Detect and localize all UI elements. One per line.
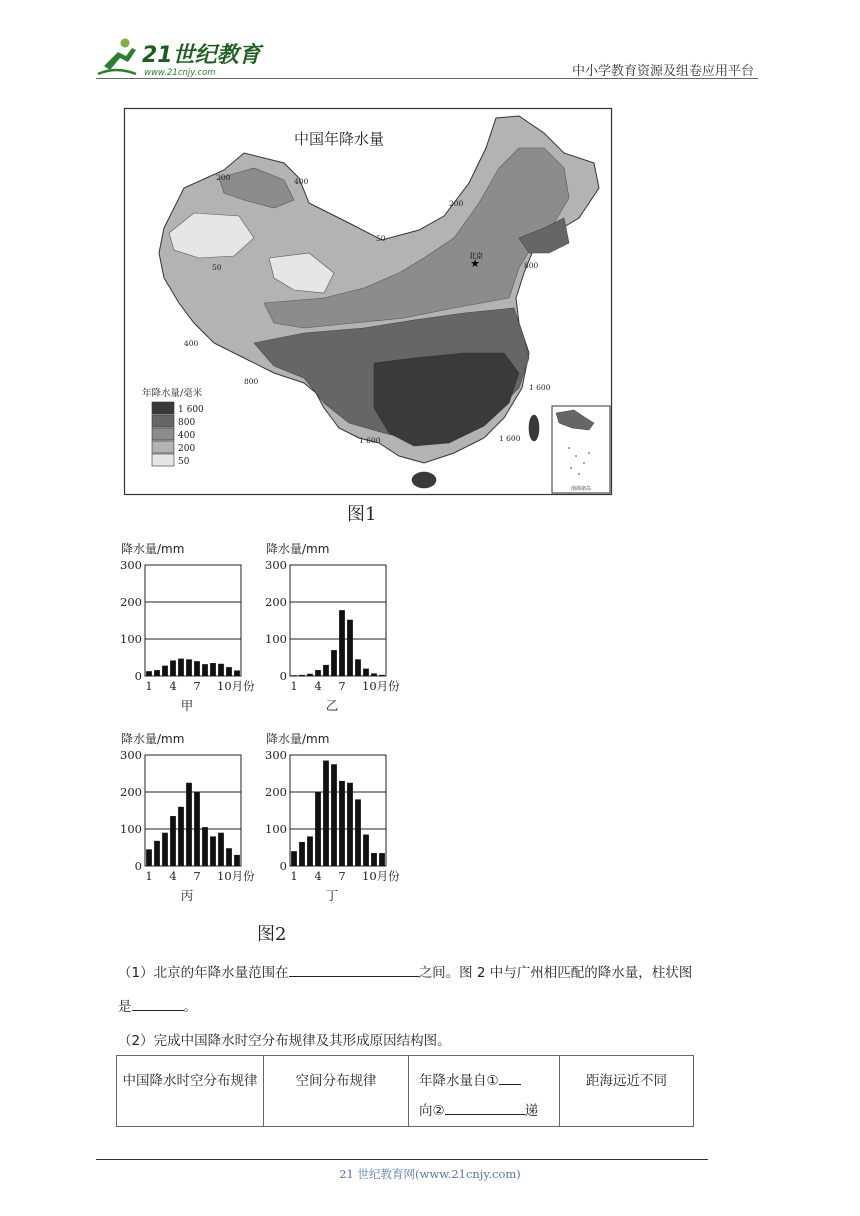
svg-text:★: ★: [470, 257, 480, 270]
chart-bar: [234, 855, 240, 866]
legend-label: 50: [178, 457, 190, 467]
isoline-label: 50: [376, 234, 386, 243]
question-1-text-c: 是: [118, 999, 132, 1015]
legend-title: 年降水量/毫米: [142, 388, 203, 399]
chart-ytick-label: 300: [120, 558, 142, 572]
chart-xtick-label: 4: [169, 679, 177, 693]
china-precipitation-map: [124, 108, 612, 495]
isoline-label: 200: [216, 173, 231, 182]
chart-bar: [170, 660, 176, 676]
chart-ytick-label: 300: [265, 748, 287, 762]
chart-bar: [379, 675, 385, 676]
chart-ytick-label: 0: [279, 859, 287, 873]
chart-bar: [323, 665, 329, 676]
isoline-label: 800: [524, 261, 539, 270]
map-title: 中国年降水量: [293, 130, 385, 148]
chart-xtick-label: 1: [290, 869, 298, 883]
chart-ytick-label: 300: [265, 558, 287, 572]
table-cell-pattern: 中国降水时空分布规律: [117, 1056, 264, 1127]
chart-ytick-label: 100: [265, 822, 287, 836]
chart-bar: [299, 675, 305, 676]
answer-blank-2[interactable]: [445, 1100, 525, 1115]
table-cell-reason: 距海远近不同: [560, 1056, 694, 1127]
header-divider: [96, 78, 758, 79]
legend-swatch: [152, 402, 174, 414]
table-cell-trend: [409, 1056, 560, 1127]
inset-label: 南海诸岛: [570, 486, 592, 492]
chart-bar: [291, 851, 297, 866]
chart-bar: [218, 664, 224, 676]
figure2-caption: 图2: [257, 924, 287, 945]
chart-xtick-label: 7: [193, 679, 201, 693]
chart-ytick-label: 0: [134, 669, 142, 683]
precip-chart-bing: [118, 730, 255, 903]
chart-bar: [202, 664, 208, 676]
isoline-label: 50: [212, 263, 222, 272]
chart-xtick-label: 7: [338, 869, 346, 883]
logo-subtext: www.21cnjy.com: [144, 68, 216, 78]
isoline-label: 400: [184, 339, 199, 348]
chart-bar: [234, 670, 240, 676]
chart-xtick-label: 1: [145, 679, 153, 693]
precip-chart-jia: [118, 540, 255, 713]
legend-label: 400: [178, 431, 196, 441]
isoline-label: 1 600: [359, 436, 381, 445]
chart-bar: [210, 663, 216, 676]
structure-table: [116, 1055, 694, 1127]
chart-ytick-label: 200: [265, 785, 287, 799]
chart-xtick-label: 10月份: [217, 869, 255, 883]
chart-bar: [307, 674, 313, 676]
chart-ytick-label: 200: [120, 595, 142, 609]
chart-bar: [194, 661, 200, 676]
chart-caption: 丁: [325, 888, 339, 903]
answer-blank-guangzhou-chart[interactable]: [132, 996, 184, 1011]
chart-bar: [363, 669, 369, 676]
chart-xtick-label: 4: [314, 869, 322, 883]
chart-frame: [290, 565, 386, 676]
isoline-label: 400: [294, 177, 309, 186]
chart-bar: [170, 816, 176, 866]
chart-bar: [210, 836, 216, 866]
chart-ytick-label: 100: [120, 822, 142, 836]
isoline-label: 1 600: [529, 383, 551, 392]
header-platform-text: 中小学教育资源及组卷应用平台: [571, 64, 754, 79]
table-row: [117, 1056, 694, 1127]
chart-bar: [315, 670, 321, 676]
chart-bar: [291, 675, 297, 676]
chart-caption: 丙: [180, 888, 194, 903]
chart-xtick-label: 4: [169, 869, 177, 883]
chart-xtick-label: 7: [193, 869, 201, 883]
answer-blank-1[interactable]: [499, 1070, 521, 1085]
trend-text-c: 递: [524, 1103, 539, 1119]
chart-bar: [226, 667, 232, 676]
chart-bar: [154, 841, 160, 866]
chart-ytick-label: 100: [265, 632, 287, 646]
chart-bar: [315, 792, 321, 866]
chart-bar: [355, 659, 361, 676]
trend-text-b: 向②: [419, 1103, 445, 1119]
chart-xtick-label: 10月份: [217, 679, 255, 693]
question-2: （2）完成中国降水时空分布规律及其形成原因结构图。: [118, 1033, 451, 1049]
question-1-text-b: 之间。图 2 中与广州相匹配的降水量，柱状图: [418, 965, 693, 981]
chart-bar: [323, 761, 329, 866]
legend-label: 800: [178, 418, 196, 428]
trend-text-a: 年降水量自①: [419, 1073, 499, 1089]
chart-bar: [146, 671, 152, 676]
chart-bar: [339, 781, 345, 866]
chart-ytick-label: 300: [120, 748, 142, 762]
chart-xtick-label: 10月份: [362, 869, 400, 883]
chart-bar: [202, 827, 208, 866]
footer-divider: [96, 1159, 708, 1160]
question-1-line2: [118, 996, 197, 1017]
answer-blank-beijing-range[interactable]: [289, 962, 419, 977]
chart-frame: [145, 565, 241, 676]
chart-bar: [371, 673, 377, 676]
legend-swatch: [152, 428, 174, 440]
chart-bar: [218, 833, 224, 866]
chart-bar: [146, 849, 152, 866]
chart-bar: [371, 853, 377, 866]
chart-ytick-label: 200: [120, 785, 142, 799]
chart-ylabel: 降水量/mm: [121, 732, 185, 746]
isoline-label: 1 600: [499, 434, 521, 443]
chart-bar: [154, 670, 160, 676]
chart-ytick-label: 0: [134, 859, 142, 873]
logo-text: 21世纪教育: [142, 43, 261, 68]
legend-swatch: [152, 454, 174, 466]
chart-bar: [363, 835, 369, 866]
legend-label: 200: [178, 444, 196, 454]
chart-ytick-label: 200: [265, 595, 287, 609]
chart-bar: [226, 848, 232, 866]
chart-xtick-label: 1: [290, 679, 298, 693]
chart-bar: [162, 833, 168, 866]
chart-xtick-label: 10月份: [362, 679, 400, 693]
legend-swatch: [152, 441, 174, 453]
chart-bar: [347, 620, 353, 676]
chart-bar: [355, 799, 361, 866]
footer-text: 21 世纪教育网(www.21cnjy.com): [339, 1167, 521, 1181]
chart-bar: [347, 783, 353, 866]
chart-xtick-label: 1: [145, 869, 153, 883]
isoline-label: 200: [449, 199, 464, 208]
question-1-text-d: 。: [183, 999, 197, 1015]
chart-bar: [194, 792, 200, 866]
chart-xtick-label: 4: [314, 679, 322, 693]
chart-ylabel: 降水量/mm: [266, 732, 330, 746]
legend-label: 1 600: [178, 405, 204, 415]
precip-chart-yi: [263, 540, 400, 713]
south-china-sea-inset: [552, 406, 610, 493]
chart-ytick-label: 0: [279, 669, 287, 683]
chart-bar: [307, 836, 313, 866]
runner-icon: [98, 39, 136, 75]
chart-ylabel: 降水量/mm: [121, 542, 185, 556]
chart-bar: [379, 853, 385, 866]
question-1-line1: [118, 962, 692, 983]
chart-bar: [178, 807, 184, 866]
chart-bar: [162, 666, 168, 676]
chart-bar: [339, 610, 345, 676]
chart-caption: 甲: [180, 698, 194, 713]
precip-chart-ding: [263, 730, 400, 903]
chart-bar: [299, 842, 305, 866]
chart-ylabel: 降水量/mm: [266, 542, 330, 556]
chart-bar: [186, 783, 192, 866]
legend-swatch: [152, 415, 174, 427]
figure1-caption: 图1: [347, 504, 377, 525]
isoline-label: 800: [244, 377, 259, 386]
chart-xtick-label: 7: [338, 679, 346, 693]
chart-bar: [186, 659, 192, 676]
chart-bar: [331, 764, 337, 866]
site-logo: [96, 36, 261, 80]
chart-bar: [331, 650, 337, 676]
chart-caption: 乙: [325, 698, 339, 713]
city-label-beijing: 北京: [469, 252, 483, 260]
question-1-text-a: （1）北京的年降水量范围在: [118, 965, 289, 981]
table-cell-spatial: 空间分布规律: [264, 1056, 409, 1127]
chart-ytick-label: 100: [120, 632, 142, 646]
chart-bar: [178, 659, 184, 676]
